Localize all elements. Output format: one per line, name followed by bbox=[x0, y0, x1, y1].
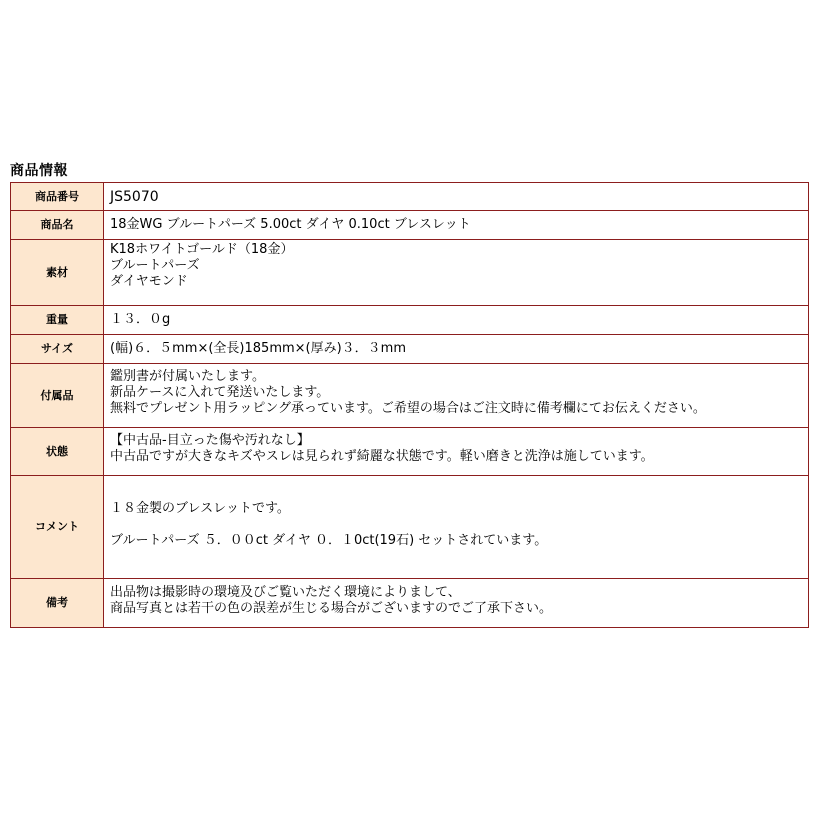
condition-line: 中古品ですが大きなキズやスレは見られず綺麗な状態です。軽い磨きと洗浄は施しています。 bbox=[110, 449, 654, 464]
label-notes: 備考 bbox=[11, 579, 104, 628]
weight-text: １３．０g bbox=[110, 312, 171, 327]
table-row-comment bbox=[11, 476, 809, 579]
section-title: 商品情報 bbox=[10, 163, 68, 179]
value-notes bbox=[104, 579, 809, 628]
notes-line: 商品写真とは若干の色の誤差が生じる場合がございますのでご了承下さい。 bbox=[110, 601, 553, 616]
value-product-number bbox=[104, 183, 809, 211]
label-condition: 状態 bbox=[11, 428, 104, 476]
material-line: ブルートパーズ bbox=[110, 258, 200, 273]
label-product-name: 商品名 bbox=[11, 211, 104, 240]
comment-line: ブルートパーズ ５．００ct ダイヤ ０．１0ct(19石) セットされています。 bbox=[110, 533, 548, 548]
value-weight bbox=[104, 306, 809, 335]
comment-spacer bbox=[110, 517, 800, 533]
value-comment bbox=[104, 476, 809, 579]
accessories-line: 鑑別書が付属いたします。 bbox=[110, 369, 265, 384]
comment-line: １８金製のブレスレットです。 bbox=[110, 501, 290, 516]
product-number-text: JS5070 bbox=[110, 189, 159, 205]
value-material bbox=[104, 240, 809, 306]
table-row-condition bbox=[11, 428, 809, 476]
table-row-product-number bbox=[11, 183, 809, 211]
notes-line: 出品物は撮影時の環境及びご覧いただく環境によりまして、 bbox=[110, 585, 461, 600]
label-material: 素材 bbox=[11, 240, 104, 306]
material-line: ダイヤモンド bbox=[110, 274, 188, 289]
label-comment: コメント bbox=[11, 476, 104, 579]
table-row-weight bbox=[11, 306, 809, 335]
table-row-accessories bbox=[11, 364, 809, 428]
accessories-line: 新品ケースに入れて発送いたします。 bbox=[110, 385, 330, 400]
condition-line: 【中古品-目立った傷や汚れなし】 bbox=[110, 433, 310, 448]
accessories-line: 無料でプレゼント用ラッピング承っています。ご希望の場合はご注文時に備考欄にてお伝えください。 bbox=[110, 401, 706, 416]
table-row-notes bbox=[11, 579, 809, 628]
label-accessories: 付属品 bbox=[11, 364, 104, 428]
product-name-text: 18金WG ブルートパーズ 5.00ct ダイヤ 0.10ct ブレスレット bbox=[110, 217, 471, 232]
label-size: サイズ bbox=[11, 335, 104, 364]
table-row-product-name bbox=[11, 211, 809, 240]
value-condition bbox=[104, 428, 809, 476]
table-row-size bbox=[11, 335, 809, 364]
material-line: K18ホワイトゴールド（18金） bbox=[110, 242, 294, 257]
label-weight: 重量 bbox=[11, 306, 104, 335]
value-product-name bbox=[104, 211, 809, 240]
value-accessories bbox=[104, 364, 809, 428]
value-size bbox=[104, 335, 809, 364]
size-text: (幅)６．５mm×(全長)185mm×(厚み)３．３mm bbox=[110, 341, 407, 356]
table-row-material bbox=[11, 240, 809, 306]
product-info-table bbox=[10, 182, 809, 628]
label-product-number: 商品番号 bbox=[11, 183, 104, 211]
